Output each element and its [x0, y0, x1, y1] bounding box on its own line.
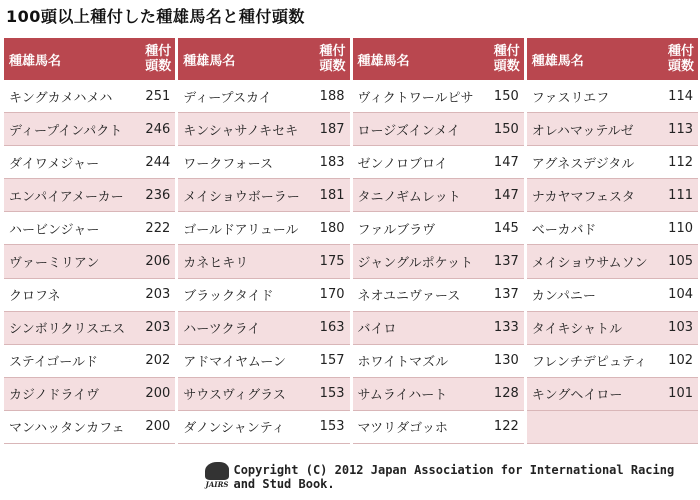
breeding-count: 236 — [145, 187, 171, 203]
stallion-name: ベーカバド — [531, 222, 597, 238]
stallion-name: アグネスデジタル — [531, 156, 635, 172]
table-row — [178, 80, 349, 113]
header-name-label: 種雄馬名 — [357, 53, 410, 69]
breeding-count: 244 — [145, 154, 171, 170]
column-header — [527, 38, 698, 80]
table-row — [4, 312, 175, 345]
stallion-name: ロージズインメイ — [357, 123, 460, 139]
table-row — [4, 279, 175, 312]
stallion-name: ダノンシャンティ — [183, 421, 285, 437]
table-row — [353, 245, 524, 278]
breeding-count: 206 — [145, 254, 171, 270]
breeding-count: 251 — [145, 88, 171, 104]
stallion-name: バイロ — [357, 322, 397, 338]
breeding-count: 133 — [493, 320, 519, 336]
breeding-count: 246 — [145, 121, 171, 137]
stallion-name: ハービンジャー — [9, 222, 100, 238]
breeding-count: 188 — [319, 88, 345, 104]
header-count-line1: 種付 — [667, 44, 694, 59]
header-count-line1: 種付 — [145, 44, 172, 59]
page-title: 100頭以上種付した種雄馬名と種付頭数 — [6, 7, 305, 26]
table-row — [353, 411, 524, 444]
table-row — [353, 378, 524, 411]
header-count-line1: 種付 — [493, 44, 520, 59]
breeding-count: 150 — [493, 88, 519, 104]
breeding-count: 101 — [668, 386, 693, 402]
table-row — [353, 212, 524, 245]
table-row — [4, 179, 175, 212]
table-row — [527, 378, 698, 411]
table-row — [527, 345, 698, 378]
stallion-name: ディープスカイ — [183, 90, 272, 106]
breeding-count: 222 — [145, 220, 171, 236]
table-row — [4, 411, 175, 444]
stallion-name: ヴィクトワールピサ — [357, 90, 474, 106]
table-row — [178, 146, 349, 179]
header-count-label — [145, 44, 171, 74]
table-row — [178, 179, 349, 212]
header-count-line2: 頭数 — [667, 59, 694, 74]
stallion-name: カンパニー — [531, 289, 596, 305]
header-count-label — [319, 44, 345, 74]
table-row — [353, 113, 524, 146]
breeding-count: 145 — [493, 220, 519, 236]
breeding-count: 102 — [668, 353, 693, 369]
breeding-count: 200 — [145, 386, 171, 402]
breeding-count: 203 — [145, 287, 171, 303]
stallion-name: ダイワメジャー — [9, 156, 100, 172]
jairs-logo — [202, 462, 227, 492]
horse-logo-icon — [205, 462, 229, 480]
stallion-name: ヴァーミリアン — [9, 256, 100, 272]
breeding-count: 163 — [319, 320, 345, 336]
table-column — [527, 38, 698, 444]
header-count-label — [668, 44, 694, 74]
breeding-count: 128 — [493, 386, 519, 402]
stallion-name: ハーツクライ — [183, 322, 261, 338]
stallion-name: クロフネ — [9, 289, 61, 305]
stallion-name: メイショウサムソン — [531, 256, 648, 272]
breeding-count: 114 — [668, 88, 693, 104]
stallion-name: カネヒキリ — [183, 256, 249, 272]
stallion-name: ワークフォース — [183, 156, 273, 172]
stallion-name: サウスヴィグラス — [183, 388, 286, 404]
table-row — [527, 245, 698, 278]
breeding-count: 150 — [493, 121, 519, 137]
breeding-count: 183 — [319, 154, 345, 170]
stallion-name: ナカヤマフェスタ — [531, 189, 635, 205]
table-row — [527, 179, 698, 212]
header-count-line2: 頭数 — [493, 59, 520, 74]
stallion-name: ブラックタイド — [183, 289, 274, 305]
stallion-name: ファルブラヴ — [357, 222, 436, 238]
breeding-count: 157 — [319, 353, 345, 369]
table-column — [4, 38, 175, 444]
table-row — [178, 212, 349, 245]
logo-text: JAIRS — [205, 480, 229, 489]
footer — [202, 462, 700, 492]
stallion-name: ディープインパクト — [9, 123, 123, 139]
stallion-name: マンハッタンカフェ — [9, 421, 125, 437]
table-row — [353, 179, 524, 212]
breeding-count: 111 — [668, 187, 693, 203]
stallion-name: ゴールドアリュール — [183, 222, 299, 238]
table-row — [178, 245, 349, 278]
stallion-name: アドマイヤムーン — [183, 355, 286, 371]
table-row — [4, 146, 175, 179]
stallion-name: タイキシャトル — [531, 322, 623, 338]
header-count-line2: 頭数 — [319, 59, 346, 74]
stallion-name: エンパイアメーカー — [9, 189, 124, 205]
stallion-name: メイショウボーラー — [183, 189, 300, 205]
stallion-name: キングヘイロー — [531, 388, 623, 404]
breeding-count: 170 — [319, 287, 345, 303]
stallion-name: ファスリエフ — [531, 90, 610, 106]
breeding-count: 104 — [668, 287, 693, 303]
stallion-name: キングカメハメハ — [9, 90, 113, 106]
table-row — [353, 345, 524, 378]
breeding-count: 200 — [145, 419, 171, 435]
breeding-count: 181 — [319, 187, 345, 203]
breeding-count: 130 — [493, 353, 519, 369]
table-row — [353, 80, 524, 113]
table-row — [4, 245, 175, 278]
copyright-text: Copyright (C) 2012 Japan Association for International Racing and Stud Book. — [233, 463, 675, 491]
column-header — [178, 38, 349, 80]
breeding-count: 113 — [668, 121, 693, 137]
breeding-count: 153 — [319, 386, 345, 402]
breeding-count: 202 — [145, 353, 171, 369]
stallion-name: サムライハート — [357, 388, 448, 404]
table-row — [4, 80, 175, 113]
breeding-count: 103 — [668, 320, 693, 336]
table-row — [178, 113, 349, 146]
table-row — [353, 312, 524, 345]
table-row — [4, 345, 175, 378]
breeding-count: 147 — [493, 154, 519, 170]
stallion-name: オレハマッテルゼ — [531, 123, 634, 139]
breeding-count: 137 — [493, 287, 519, 303]
table-row — [178, 411, 349, 444]
breeding-count: 122 — [493, 419, 519, 435]
breeding-count: 110 — [668, 220, 693, 236]
table-row — [4, 378, 175, 411]
breeding-count: 203 — [145, 320, 171, 336]
table-column — [178, 38, 349, 444]
table-row — [527, 279, 698, 312]
table-row — [527, 312, 698, 345]
stallion-name: ホワイトマズル — [357, 355, 449, 371]
table-row — [527, 411, 698, 444]
breeding-count: 137 — [493, 254, 519, 270]
stallion-name: シンボリクリスエス — [9, 322, 126, 338]
breeding-count: 180 — [319, 220, 345, 236]
column-header — [4, 38, 175, 80]
table-row — [178, 345, 349, 378]
table-column — [353, 38, 524, 444]
stallion-name: タニノギムレット — [357, 189, 461, 205]
stallion-name: キンシャサノキセキ — [183, 123, 299, 139]
breeding-count: 112 — [668, 154, 693, 170]
column-header — [353, 38, 524, 80]
header-name-label: 種雄馬名 — [183, 53, 236, 69]
stallion-name: ゼンノロブロイ — [357, 156, 448, 172]
stallion-name: ステイゴールド — [9, 355, 99, 371]
breeding-count: 153 — [319, 419, 345, 435]
stallion-name: ジャングルポケット — [357, 256, 473, 272]
breeding-count: 105 — [668, 254, 693, 270]
header-name-label: 種雄馬名 — [531, 53, 584, 69]
table-row — [4, 113, 175, 146]
table-row — [527, 80, 698, 113]
table-row — [527, 146, 698, 179]
stallion-name: カジノドライヴ — [9, 388, 100, 404]
header-count-label — [494, 44, 520, 74]
table-row — [353, 146, 524, 179]
stallion-name: マツリダゴッホ — [357, 421, 448, 437]
header-count-line1: 種付 — [319, 44, 346, 59]
table-row — [527, 113, 698, 146]
header-count-line2: 頭数 — [145, 59, 172, 74]
stallion-name: フレンチデピュティ — [531, 355, 647, 371]
table-row — [178, 312, 349, 345]
breeding-count: 175 — [319, 254, 345, 270]
stallion-table — [4, 38, 698, 444]
header-name-label: 種雄馬名 — [9, 53, 62, 69]
table-row — [527, 212, 698, 245]
table-row — [178, 378, 349, 411]
table-row — [353, 279, 524, 312]
stallion-name: ネオユニヴァース — [357, 289, 461, 305]
table-row — [178, 279, 349, 312]
table-row — [4, 212, 175, 245]
breeding-count: 147 — [493, 187, 519, 203]
breeding-count: 187 — [319, 121, 345, 137]
